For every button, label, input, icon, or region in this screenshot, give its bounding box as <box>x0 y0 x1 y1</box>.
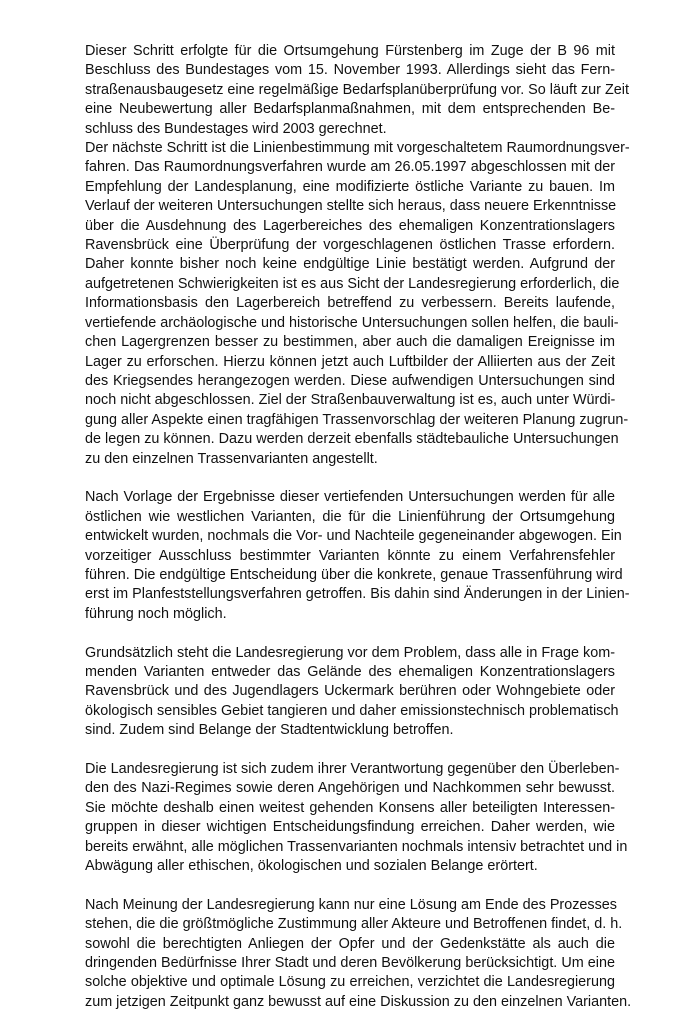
text-line: straßenausbaugesetz eine regelmäßige Bedarfsplanüberprüfung vor. So läuft zur Zeit <box>85 81 629 98</box>
text-line: noch nicht abgeschlossen. Ziel der Straßenbauverwaltung ist es, auch unter Würdi- <box>85 392 616 409</box>
text-line: zu den einzelnen Trassenvarianten angestellt. <box>85 450 378 467</box>
paragraph-4 <box>85 644 619 741</box>
text-line: dringenden Bedürfnisse Ihrer Stadt und deren Bevölkerung berücksichtigt. Um eine <box>85 955 615 972</box>
text-line: Der nächste Schritt ist die Linienbestimmung mit vorgeschaltetem Raumordnungsver- <box>85 140 630 157</box>
text-line: menden Varianten entweder das Gelände des ehemaligen Konzentrationslagers <box>85 663 615 680</box>
text-line: bereits erwähnt, alle möglichen Trassenvarianten nochmals intensiv betrachtet und in <box>85 838 628 855</box>
text-line: Daher konnte bisher noch keine endgültige Linie bestätigt werden. Aufgrund der <box>85 256 615 273</box>
text-line: den des Nazi-Regimes sowie deren Angehörigen und Nachkommen sehr bewusst. <box>85 780 615 797</box>
text-line: Die Landesregierung ist sich zudem ihrer Verantwortung gegenüber den Überleben- <box>85 760 620 777</box>
text-line: führen. Die endgültige Entscheidung über die konkrete, genaue Trassenführung wird <box>85 566 623 583</box>
paragraph-3 <box>85 488 630 624</box>
text-line: zum jetzigen Zeitpunkt ganz bewusst auf eine Diskussion zu den einzelnen Varianten. <box>85 993 632 1010</box>
text-line: eine Neubewertung aller Bedarfsplanmaßnahmen, mit dem entsprechenden Be- <box>85 101 615 118</box>
text-line: Abwägung aller ethischen, ökologischen und sozialen Belange erörtert. <box>85 858 538 875</box>
text-line: Beschluss des Bundestages vom 15. November 1993. Allerdings sieht das Fern- <box>85 62 615 79</box>
paragraph-spacer <box>85 876 615 895</box>
text-line: chen Lagergrenzen besser zu bestimmen, aber auch die damaligen Ereignisse im <box>85 334 615 351</box>
paragraph-6 <box>85 896 632 1012</box>
text-line: sind. Zudem sind Belange der Stadtentwicklung betroffen. <box>85 722 454 739</box>
text-line: führung noch möglich. <box>85 605 227 622</box>
text-line: ökologisch sensibles Gebiet tangieren und daher emissionstechnisch problematisch <box>85 702 619 719</box>
paragraph-2 <box>85 139 630 469</box>
text-line: östlichen wie westlichen Varianten, die für die Linienführung der Ortsumgehung <box>85 508 615 525</box>
text-line: Ravensbrück und des Jugendlagers Uckermark berühren oder Wohngebiete oder <box>85 683 615 700</box>
text-line: Dieser Schritt erfolgte für die Ortsumgehung Fürstenberg im Zuge der B 96 mit <box>85 43 615 59</box>
paragraph-5 <box>85 760 628 876</box>
text-line: Verlauf der weiteren Untersuchungen stellte sich heraus, dass neuere Erkenntnisse <box>85 198 617 215</box>
text-line: aufgetretenen Schwierigkeiten ist es aus Sicht der Landesregierung erforderlich, die <box>85 275 620 292</box>
text-line: fahren. Das Raumordnungsverfahren wurde am 26.05.1997 abgeschlossen mit der <box>85 159 615 176</box>
text-line: des Kriegsendes herangezogen werden. Diese aufwendigen Untersuchungen sind <box>85 372 615 389</box>
text-line: stehen, die die größtmögliche Zustimmung aller Akteure und Betroffenen findet, d. h. <box>85 916 623 933</box>
paragraph-spacer <box>85 469 615 488</box>
text-line: Nach Meinung der Landesregierung kann nur eine Lösung am Ende des Prozesses <box>85 896 617 913</box>
text-line: Lager zu erforschen. Hierzu können jetzt auch Luftbilder der Alliierten aus der Zeit <box>85 353 615 370</box>
text-line: Empfehlung der Landesplanung, eine modifizierte östliche Variante zu bauen. Im <box>85 178 615 195</box>
text-line: erst im Planfeststellungsverfahren getroffen. Bis dahin sind Änderungen in der Linien- <box>85 586 630 603</box>
paragraph-spacer <box>85 624 615 643</box>
paragraph-1 <box>85 42 629 139</box>
text-line: schluss des Bundestages wird 2003 gerechnet. <box>85 120 387 137</box>
text-line: sowohl die berechtigten Anliegen der Opfer und der Gedenkstätte als auch die <box>85 935 615 952</box>
text-line: Ravensbrück eine Überprüfung der vorgeschlagenen östlichen Trasse erfordern. <box>85 237 615 254</box>
text-line: entwickelt wurden, nochmals die Vor- und Nachteile gegeneinander abgewogen. Ein <box>85 528 622 545</box>
paragraph-spacer <box>85 741 615 760</box>
text-line: Sie möchte deshalb einen weitest gehenden Konsens aller beteiligten Interessen- <box>85 799 615 816</box>
text-line: de legen zu können. Dazu werden derzeit ebenfalls städtebauliche Untersuchungen <box>85 431 619 448</box>
text-line: solche objektive und optimale Lösung zu erreichen, verzichtet die Landesregierung <box>85 974 615 991</box>
text-line: gruppen in dieser wichtigen Entscheidungsfindung erreichen. Daher werden, wie <box>85 819 615 836</box>
text-line: Informationsbasis den Lagerbereich betreffend zu verbessern. Bereits laufende, <box>85 295 615 312</box>
text-line: über die Ausdehnung des Lagerbereiches des ehemaligen Konzentrationslagers <box>85 217 615 234</box>
text-line: gung aller Aspekte einen tragfähigen Trassenvorschlag der weiteren Planung zugrun- <box>85 411 629 428</box>
text-line: vorzeitiger Ausschluss bestimmter Varianten könnte zu einem Verfahrensfehler <box>85 547 615 564</box>
text-line: vertiefende archäologische und historische Untersuchungen sollen helfen, die bauli- <box>85 314 619 331</box>
text-line: Grundsätzlich steht die Landesregierung vor dem Problem, dass alle in Frage kom- <box>85 644 615 661</box>
text-line: Nach Vorlage der Ergebnisse dieser vertiefenden Untersuchungen werden für alle <box>85 489 615 506</box>
